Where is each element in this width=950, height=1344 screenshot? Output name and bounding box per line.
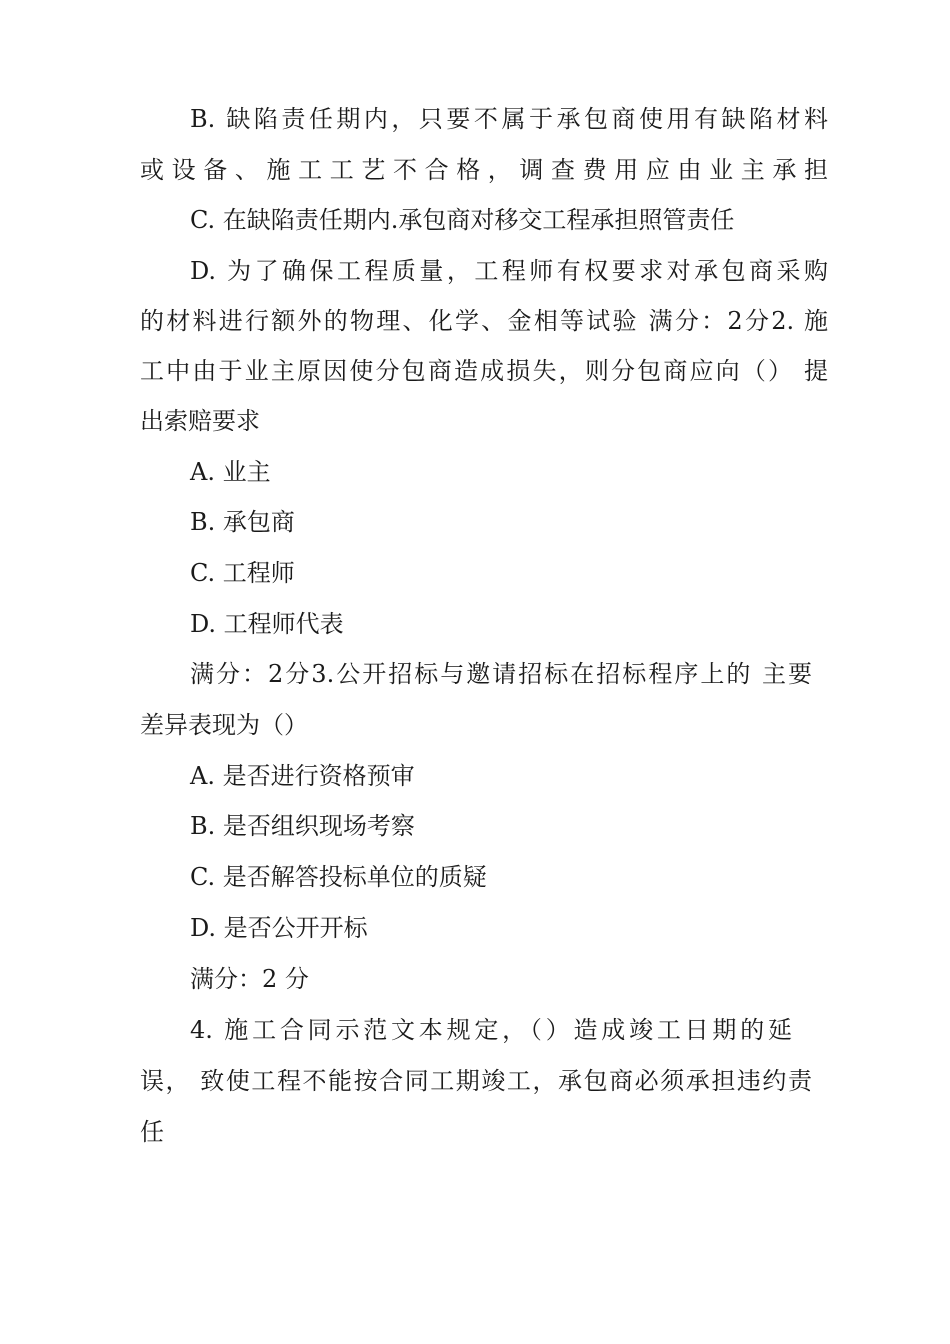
q4-stem-line2: 误， 致使工程不能按合同工期竣工，承包商必须承担违约责 <box>140 1067 812 1095</box>
q1-option-b-line2: 或设备、施工工艺不合格，调查费用应由业主承担 <box>140 156 828 184</box>
q3-option-a: A. 是否进行资格预审 <box>190 762 415 790</box>
q3-score: 满分：2 分 <box>190 965 309 993</box>
q4-stem-line1: 4. 施工合同示范文本规定，（）造成竣工日期的延 <box>190 1016 792 1044</box>
q3-stem-line1: 满分：2分3.公开招标与邀请招标在招标程序上的 主要 <box>190 660 812 688</box>
q2-stem-line1: 工中由于业主原因使分包商造成损失，则分包商应向（） 提 <box>140 357 828 385</box>
q3-option-d: D. 是否公开开标 <box>190 914 368 942</box>
q3-option-c: C. 是否解答投标单位的质疑 <box>190 863 487 891</box>
q1-option-d-line1: D. 为了确保工程质量，工程师有权要求对承包商采购 <box>190 257 828 285</box>
q2-option-d: D. 工程师代表 <box>190 610 344 638</box>
q1-option-d-line2: 的材料进行额外的物理、化学、金相等试验 满分：2分2. 施 <box>140 307 828 335</box>
q2-option-a: A. 业主 <box>190 458 271 486</box>
q1-option-b-line1: B. 缺陷责任期内，只要不属于承包商使用有缺陷材料 <box>190 105 828 133</box>
q2-option-b: B. 承包商 <box>190 508 295 536</box>
q3-stem-line2: 差异表现为（） <box>140 711 308 739</box>
q3-option-b: B. 是否组织现场考察 <box>190 812 415 840</box>
q2-option-c: C. 工程师 <box>190 559 295 587</box>
q4-stem-line3: 任 <box>140 1118 164 1146</box>
q2-stem-line2: 出索赔要求 <box>140 407 260 435</box>
q1-option-c: C. 在缺陷责任期内.承包商对移交工程承担照管责任 <box>190 206 735 234</box>
